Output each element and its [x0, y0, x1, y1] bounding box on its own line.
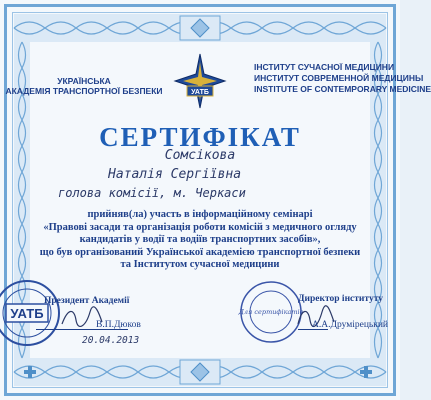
org-right-line3: INSTITUTE OF CONTEMPORARY MEDICINE: [254, 84, 431, 94]
right-stamp-text: Для сертифікатів: [238, 308, 304, 316]
right-signature-role: Директор інституту: [298, 294, 383, 304]
body-line: що був організований Української академією транспортної безпеки: [39, 246, 361, 258]
left-signature-role: Президент Академії: [44, 296, 130, 306]
org-left-line1: УКРАЇНСЬКА: [57, 76, 111, 86]
left-stamp-text: УАТБ: [10, 306, 44, 321]
right-signature-name: А.А.Друмірецький: [312, 320, 389, 330]
org-left-block: [0, 76, 168, 96]
top-ornament-band: [14, 14, 386, 42]
org-right-line2: ИНСТИТУТ СОВРЕМЕННОЙ МЕДИЦИНЫ: [254, 73, 424, 83]
org-right-line1: ІНСТИТУТ СУЧАСНОЇ МЕДИЦИНИ: [254, 62, 395, 72]
org-left-line2: АКАДЕМІЯ ТРАНСПОРТНОЇ БЕЗПЕКИ: [5, 86, 163, 96]
body-line: прийняв(ла) участь в інформаційному семінарі: [87, 209, 313, 220]
org-right-block: [254, 62, 431, 95]
certificate-title: СЕРТИФІКАТ: [99, 122, 301, 152]
left-signature-name: В.П.Дюков: [96, 320, 141, 330]
right-stamp: [238, 279, 304, 345]
left-stamp: [0, 278, 62, 348]
recipient-position: голова комісії, м. Черкаси: [58, 186, 246, 200]
recipient-surname: Сомсікова: [164, 148, 236, 163]
emblem-text: УАТБ: [191, 89, 209, 96]
body-line: «Правові засади та організація роботи комісій з медичного огляду: [43, 221, 357, 233]
certificate-body: [0, 209, 400, 272]
signature-date: 20.04.2013: [82, 335, 140, 346]
bottom-ornament-band: [14, 358, 386, 386]
recipient-name: Наталія Сергіївна: [108, 167, 242, 182]
body-line: та Інститутом сучасної медицини: [120, 259, 280, 270]
body-line: кандидатів у водії та водіїв транспортних засобів»,: [79, 234, 321, 245]
compass-star-emblem-icon: [171, 52, 229, 110]
